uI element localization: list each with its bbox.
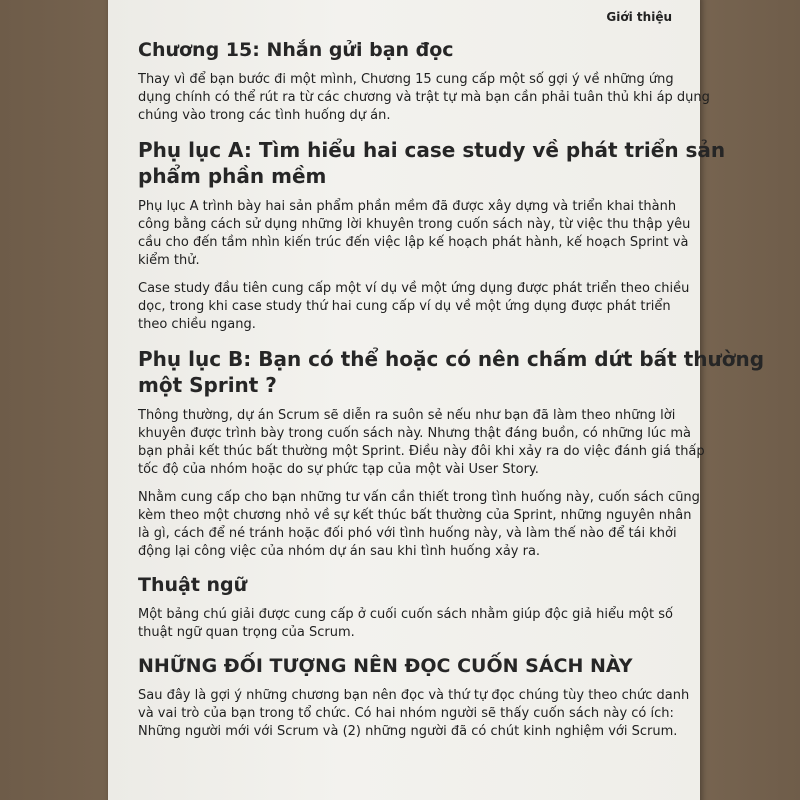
text-line: công bằng cách sử dụng những lời khuyên trong cuốn sách này, từ việc thu thập yêu — [138, 217, 691, 232]
text-line: kiểm thử. — [138, 253, 200, 268]
appendix-b-paragraph-2 — [138, 489, 700, 561]
page-content — [138, 38, 765, 753]
text-line: cầu cho đến tầm nhìn kiến trúc đến việc lập kế hoạch phát hành, kế hoạch Sprint và — [138, 235, 689, 250]
chapter-15-heading: Chương 15: Nhắn gửi bạn đọc — [138, 39, 454, 61]
text-line: Một bảng chú giải được cung cấp ở cuối cuốn sách nhằm giúp độc giả hiểu một số — [138, 607, 673, 622]
text-line: tốc độ của nhóm hoặc do sự phức tạp của một vài User Story. — [138, 462, 539, 477]
heading-line: Phụ lục A: Tìm hiểu hai case study về phát triển sản — [138, 138, 726, 162]
glossary-heading: Thuật ngữ — [138, 574, 248, 596]
appendix-a-paragraph-1 — [138, 198, 691, 270]
heading-line: phẩm phần mềm — [138, 164, 327, 188]
section-glossary — [138, 573, 673, 642]
section-appendix-a — [138, 137, 726, 334]
text-line: Sau đây là gợi ý những chương bạn nên đọc và thứ tự đọc chúng tùy theo chức danh — [138, 688, 690, 703]
section-chapter-15 — [138, 38, 710, 125]
text-line: Phụ lục A trình bày hai sản phẩm phần mềm đã được xây dựng và triển khai thành — [138, 199, 677, 214]
text-line: Những người mới với Scrum và (2) những người đã có chút kinh nghiệm với Scrum. — [138, 724, 678, 739]
text-line: Thay vì để bạn bước đi một mình, Chương 15 cung cấp một số gợi ý về những ứng — [138, 72, 674, 87]
glossary-paragraph — [138, 606, 673, 642]
heading-line: một Sprint ? — [138, 373, 277, 397]
text-line: khuyên được trình bày trong cuốn sách này. Nhưng thật đáng buồn, có những lúc mà — [138, 426, 692, 441]
audience-heading: NHỮNG ĐỐI TƯỢNG NÊN ĐỌC CUỐN SÁCH NÀY — [138, 655, 633, 677]
section-audience — [138, 654, 690, 741]
text-line: Nhằm cung cấp cho bạn những tư vấn cần thiết trong tình huống này, cuốn sách cũng — [138, 490, 700, 505]
text-line: là gì, cách để né tránh hoặc đối phó với tình huống này, và làm thế nào để tái khởi — [138, 526, 677, 541]
section-appendix-b — [138, 346, 765, 561]
text-line: kèm theo một chương nhỏ về sự kết thúc bất thường của Sprint, những nguyên nhân — [138, 508, 692, 523]
text-line: Thông thường, dự án Scrum sẽ diễn ra suôn sẻ nếu như bạn đã làm theo những lời — [138, 408, 676, 423]
text-line: theo chiều ngang. — [138, 317, 256, 332]
text-line: chúng vào trong các tình huống dự án. — [138, 108, 391, 123]
appendix-b-heading — [138, 346, 765, 398]
heading-line: Phụ lục B: Bạn có thể hoặc có nên chấm dứt bất thường — [138, 347, 765, 371]
appendix-a-heading — [138, 137, 726, 189]
text-line: bạn phải kết thúc bất thường một Sprint. Điều này đôi khi xảy ra do việc đánh giá thấp — [138, 444, 705, 459]
text-line: Case study đầu tiên cung cấp một ví dụ về một ứng dụng được phát triển theo chiều — [138, 281, 690, 296]
book-page — [108, 0, 765, 800]
chapter-15-paragraph — [138, 71, 710, 125]
appendix-b-paragraph-1 — [138, 407, 705, 479]
audience-paragraph — [138, 687, 690, 741]
running-header: Giới thiệu — [606, 10, 672, 24]
text-line: động lại công việc của nhóm dự án sau khi tình huống xảy ra. — [138, 544, 541, 559]
text-line: thuật ngữ quan trọng của Scrum. — [138, 625, 355, 640]
text-line: và vai trò của bạn trong tổ chức. Có hai nhóm người sẽ thấy cuốn sách này có ích: — [138, 706, 674, 721]
text-line: dụng chính có thể rút ra từ các chương và trật tự mà bạn cần phải tuân thủ khi áp dụng — [138, 90, 710, 105]
text-line: dọc, trong khi case study thứ hai cung cấp ví dụ về một ứng dụng được phát triển — [138, 299, 671, 314]
appendix-a-paragraph-2 — [138, 280, 690, 334]
